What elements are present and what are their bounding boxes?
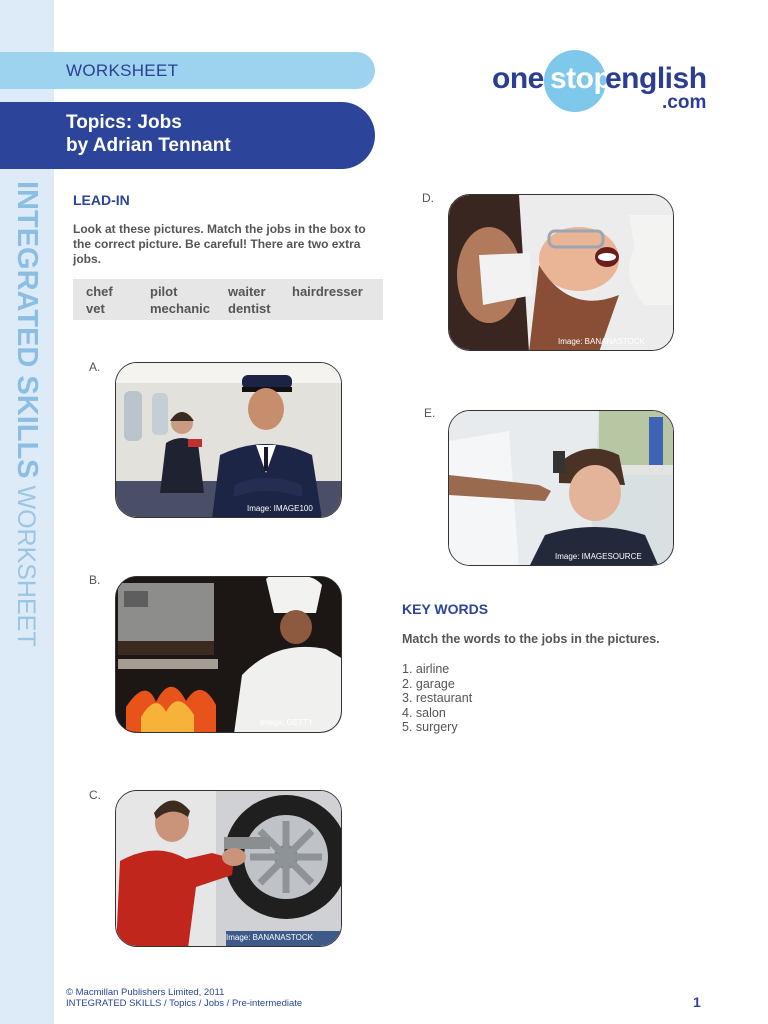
footer-path: INTEGRATED SKILLS / Topics / Jobs / Pre-intermediate	[66, 998, 303, 1009]
key-words-heading: KEY WORDS	[402, 601, 489, 617]
photo-credit: Image: GETTY	[260, 718, 314, 727]
page-author: by Adrian Tennant	[66, 135, 231, 156]
job-word: pilot	[150, 284, 178, 299]
page-number: 1	[693, 994, 701, 1010]
side-label-light: WORKSHEET	[12, 478, 40, 647]
pilot-illustration	[116, 363, 342, 518]
job-box	[73, 279, 383, 320]
mechanic-illustration	[116, 791, 342, 947]
hairdresser-illustration	[449, 411, 674, 566]
job-word: waiter	[228, 284, 266, 299]
list-item: 1. airline	[402, 662, 450, 676]
title-band	[0, 102, 375, 169]
list-item: 5. surgery	[402, 720, 458, 735]
page-title: Topics: Jobs	[66, 112, 182, 133]
picture-letter-d: D.	[422, 191, 434, 205]
picture-letter-a: A.	[89, 360, 101, 374]
chef-illustration	[116, 577, 342, 733]
key-words-list	[402, 662, 472, 735]
worksheet-label: WORKSHEET	[66, 61, 179, 80]
photo-credit: Image: BANANASTOCK	[226, 933, 313, 942]
pilot-photo	[115, 362, 342, 518]
job-word: chef	[86, 284, 113, 299]
logo-word-one: one	[492, 62, 544, 95]
lead-in-instructions: Look at these pictures. Match the jobs in the box to the correct picture. Be careful! There are two extra jobs.	[73, 222, 366, 266]
photo-credit: Image: IMAGESOURCE	[555, 552, 642, 561]
logo-com: .com	[662, 92, 707, 113]
list-item: 2. garage	[402, 676, 455, 691]
list-item: 4. salon	[402, 705, 446, 720]
lead-in-heading: LEAD-IN	[73, 192, 130, 208]
job-word: dentist	[228, 301, 271, 316]
picture-letter-c: C.	[89, 788, 101, 802]
job-word: mechanic	[150, 301, 210, 316]
footer-copyright: © Macmillan Publishers Limited, 2011	[66, 987, 225, 998]
photo-credit: Image: IMAGE100	[247, 504, 313, 513]
dentist-illustration	[449, 195, 674, 351]
dentist-photo	[448, 194, 674, 351]
list-item: 3. restaurant	[402, 691, 473, 706]
key-words-instructions: Match the words to the jobs in the pictures.	[402, 632, 660, 646]
onestopenglish-logo	[492, 50, 722, 116]
side-label-bold: INTEGRATED SKILLS	[11, 181, 43, 479]
logo-word-english: english	[605, 62, 707, 95]
photo-credit: Image: BANANASTOCK	[558, 337, 645, 346]
job-word: vet	[86, 301, 105, 316]
mechanic-photo	[115, 790, 342, 947]
picture-letter-e: E.	[424, 406, 436, 420]
hairdresser-photo	[448, 410, 674, 566]
picture-letter-b: B.	[89, 573, 101, 587]
logo-word-stop: stop	[550, 62, 612, 95]
chef-photo	[115, 576, 342, 733]
job-word: hairdresser	[292, 284, 363, 299]
worksheet-band	[0, 52, 375, 89]
